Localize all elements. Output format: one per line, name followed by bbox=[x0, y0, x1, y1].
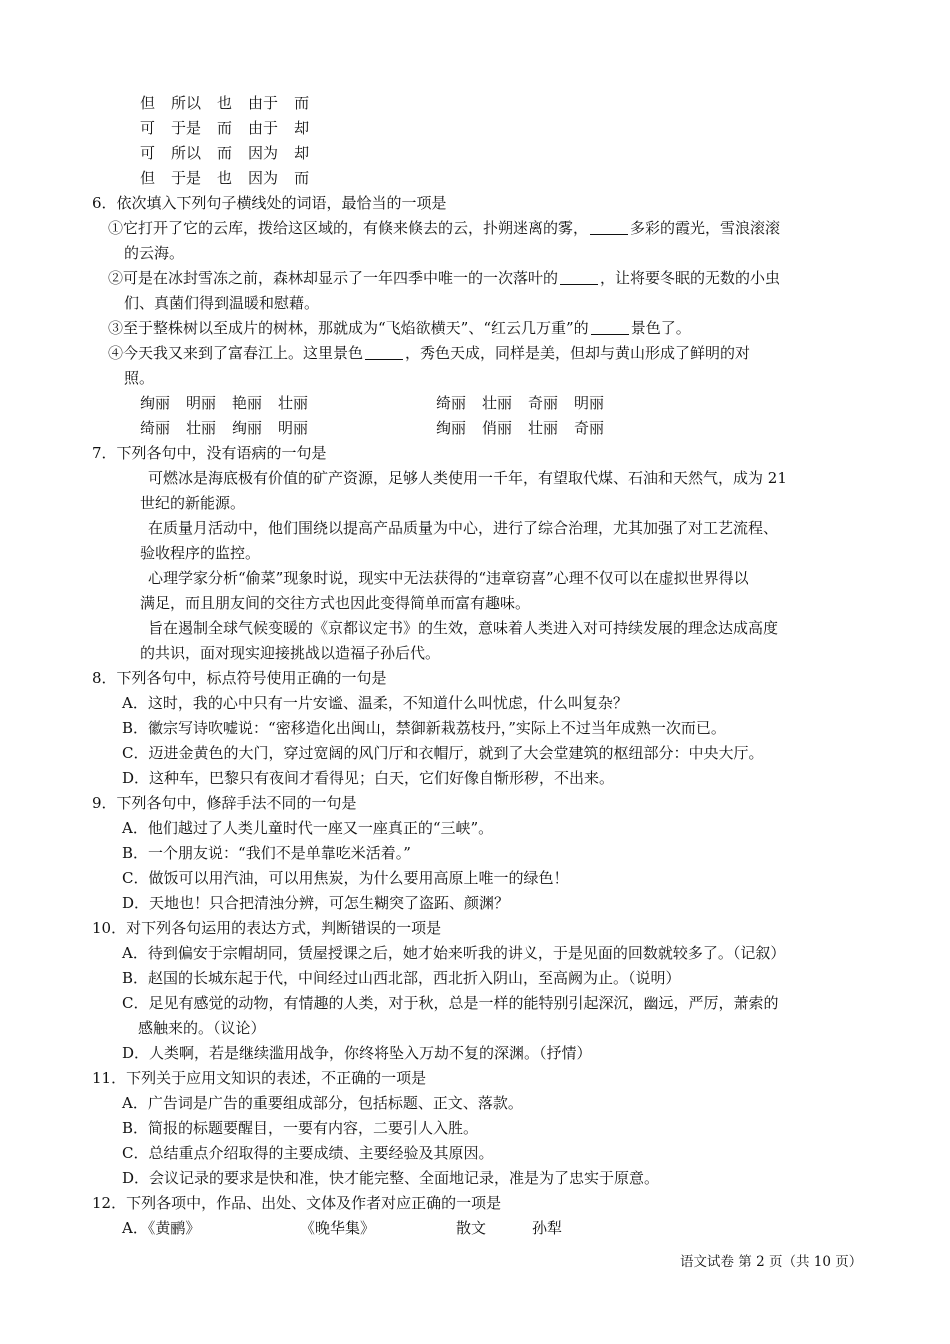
q6-option-A bbox=[140, 392, 308, 414]
q10-option-B: B．赵国的长城东起于代，中间经过山西北部，西北折入阴山，至高阙为止。（说明） bbox=[122, 969, 681, 987]
word: 可 bbox=[140, 144, 156, 162]
q7-option-A-cont: 世纪的新能源。 bbox=[140, 494, 246, 512]
text: ，让将要冬眠的无数的小虫 bbox=[600, 269, 781, 287]
q10-option-C: C．足见有感觉的动物，有情趣的人类，对于秋，总是一样的能特别引起深沉，幽远，严厉，萧索的 bbox=[122, 994, 779, 1012]
q9-option-C: C．做饭可以用汽油，可以用焦炭，为什么要用高原上唯一的绿色！ bbox=[122, 869, 569, 887]
word: 而 bbox=[217, 144, 233, 162]
q10-option-D: D．人类啊，若是继续滥用战争，你终将坠入万劫不复的深渊。（抒情） bbox=[122, 1044, 592, 1062]
q6-sentence-2-cont: 们、真菌们得到温暖和慰藉。 bbox=[124, 294, 320, 312]
page-footer: 语文试卷 第 2 页（共 10 页） bbox=[680, 1254, 863, 1270]
q6-option-B bbox=[436, 392, 604, 414]
word: 绚丽 bbox=[436, 419, 467, 437]
q5-option-row-4 bbox=[140, 167, 309, 189]
text: ①它打开了它的云库，拨给这区域的，有倏来倏去的云，扑朔迷离的雾， bbox=[108, 219, 589, 237]
text: 景色了。 bbox=[630, 319, 691, 337]
word: 所以 bbox=[171, 144, 202, 162]
q7-option-C: 心理学家分析“偷菜”现象时说，现实中无法获得的“违章窃喜”心理不仅可以在虚拟世界得以 bbox=[148, 569, 749, 587]
q8-option-B: B．徽宗写诗吹嘘说：“密移造化出闽山，禁御新栽荔枝丹，”实际上不过当年成熟一次而已。 bbox=[122, 719, 726, 737]
q8-stem: 8．下列各句中，标点符号使用正确的一句是 bbox=[92, 669, 387, 687]
q11-option-B: B．简报的标题要醒目，一要有内容，二要引人入胜。 bbox=[122, 1119, 479, 1137]
word: 艳丽 bbox=[232, 394, 263, 412]
q7-option-B: 在质量月活动中，他们围绕以提高产品质量为中心，进行了综合治理，尤其加强了对工艺流程、 bbox=[148, 519, 779, 537]
word: 因为 bbox=[248, 169, 279, 187]
q6-sentence-2 bbox=[108, 267, 780, 289]
q12-option-A-work: A．《黄鹂》 bbox=[122, 1219, 201, 1237]
q6-sentence-1-cont: 的云海。 bbox=[124, 244, 185, 262]
word: 但 bbox=[140, 94, 156, 112]
word: 壮丽 bbox=[482, 394, 513, 412]
word: 而 bbox=[294, 169, 310, 187]
word: 绮丽 bbox=[140, 419, 171, 437]
q8-option-D: D．这种车，巴黎只有夜间才看得见；白天，它们好像自惭形秽，不出来。 bbox=[122, 769, 615, 787]
q9-option-B: B．一个朋友说：“我们不是单靠吃米活着。” bbox=[122, 844, 411, 862]
word: 却 bbox=[294, 144, 310, 162]
word: 绚丽 bbox=[232, 419, 263, 437]
q7-stem: 7．下列各句中，没有语病的一句是 bbox=[92, 444, 327, 462]
word: 奇丽 bbox=[528, 394, 559, 412]
word: 也 bbox=[217, 94, 233, 112]
q12-stem: 12．下列各项中，作品、出处、文体及作者对应正确的一项是 bbox=[92, 1194, 502, 1212]
text: ④今天我又来到了富春江上。这里景色 bbox=[108, 344, 364, 362]
q11-option-C: C．总结重点介绍取得的主要成绩、主要经验及其原因。 bbox=[122, 1144, 494, 1162]
q7-option-D-cont: 的共识，面对现实迎接挑战以造福子孙后代。 bbox=[140, 644, 441, 662]
fill-blank bbox=[590, 220, 628, 235]
q6-sentence-4 bbox=[108, 342, 750, 364]
fill-blank bbox=[365, 345, 403, 360]
q5-option-row-1 bbox=[140, 92, 309, 114]
text: ②可是在冰封雪冻之前，森林却显示了一年四季中唯一的一次落叶的 bbox=[108, 269, 559, 287]
text: ，秀色天成，同样是美，但却与黄山形成了鲜明的对 bbox=[405, 344, 751, 362]
word: 于是 bbox=[171, 119, 202, 137]
q12-option-A-genre: 散文 bbox=[456, 1219, 487, 1237]
word: 但 bbox=[140, 169, 156, 187]
q10-option-A: A．待到偏安于宗帽胡同，赁屋授课之后，她才始来听我的讲义，于是见面的回数就较多了。（记叙） bbox=[122, 944, 786, 962]
word: 而 bbox=[217, 119, 233, 137]
q11-option-D: D．会议记录的要求是快和准，快才能完整、全面地记录，准是为了忠实于原意。 bbox=[122, 1169, 660, 1187]
word: 壮丽 bbox=[528, 419, 559, 437]
word: 也 bbox=[217, 169, 233, 187]
word: 由于 bbox=[248, 119, 279, 137]
q8-option-A: A．这时，我的心中只有一片安谧、温柔，不知道什么叫忧虑，什么叫复杂？ bbox=[122, 694, 628, 712]
q6-sentence-4-cont: 照。 bbox=[124, 369, 155, 387]
q6-sentence-1 bbox=[108, 217, 780, 239]
q6-sentence-3 bbox=[108, 317, 691, 339]
word: 可 bbox=[140, 119, 156, 137]
q9-option-A: A．他们越过了人类儿童时代一座又一座真正的“三峡”。 bbox=[122, 819, 494, 837]
q6-option-D bbox=[436, 417, 604, 439]
word: 绚丽 bbox=[140, 394, 171, 412]
word: 明丽 bbox=[278, 419, 309, 437]
text: 多彩的霞光，雪浪滚滚 bbox=[630, 219, 781, 237]
q6-stem: 6．依次填入下列句子横线处的词语，最恰当的一项是 bbox=[92, 194, 447, 212]
word: 所以 bbox=[171, 94, 202, 112]
q6-option-C bbox=[140, 417, 308, 439]
q7-option-A: 可燃冰是海底极有价值的矿产资源，足够人类使用一千年，有望取代煤、石油和天然气，成为 21 bbox=[148, 469, 787, 487]
q5-option-row-2 bbox=[140, 117, 309, 139]
word: 由于 bbox=[248, 94, 279, 112]
q9-option-D: D．天地也！只合把清浊分辨，可怎生糊突了盗跖、颜渊？ bbox=[122, 894, 510, 912]
q7-option-D: 旨在遏制全球气候变暖的《京都议定书》的生效，意味着人类进入对可持续发展的理念达成高度 bbox=[148, 619, 779, 637]
word: 因为 bbox=[248, 144, 279, 162]
word: 绮丽 bbox=[436, 394, 467, 412]
q10-stem: 10．对下列各句运用的表达方式，判断错误的一项是 bbox=[92, 919, 442, 937]
word: 却 bbox=[294, 119, 310, 137]
q5-option-row-3 bbox=[140, 142, 309, 164]
text: ③至于整株树以至成片的树林，那就成为“飞焰欲横天”、“红云几万重”的 bbox=[108, 319, 589, 337]
word: 明丽 bbox=[186, 394, 217, 412]
q12-option-A-source: 《晚华集》 bbox=[300, 1219, 376, 1237]
word: 俏丽 bbox=[482, 419, 513, 437]
q11-option-A: A．广告词是广告的重要组成部分，包括标题、正文、落款。 bbox=[122, 1094, 523, 1112]
fill-blank bbox=[591, 320, 629, 335]
word: 于是 bbox=[171, 169, 202, 187]
q11-stem: 11．下列关于应用文知识的表述，不正确的一项是 bbox=[92, 1069, 427, 1087]
word: 而 bbox=[294, 94, 310, 112]
q10-option-C-cont: 感触来的。（议论） bbox=[138, 1019, 266, 1037]
word: 奇丽 bbox=[574, 419, 605, 437]
q7-option-B-cont: 验收程序的监控。 bbox=[140, 544, 261, 562]
q8-option-C: C．迈进金黄色的大门，穿过宽阔的风门厅和衣帽厅，就到了大会堂建筑的枢纽部分：中央大厅。 bbox=[122, 744, 764, 762]
word: 壮丽 bbox=[278, 394, 309, 412]
q7-option-C-cont: 满足，而且朋友间的交往方式也因此变得简单而富有趣味。 bbox=[140, 594, 531, 612]
fill-blank bbox=[560, 270, 598, 285]
word: 壮丽 bbox=[186, 419, 217, 437]
word: 明丽 bbox=[574, 394, 605, 412]
q12-option-A-author: 孙犁 bbox=[532, 1219, 563, 1237]
q9-stem: 9．下列各句中，修辞手法不同的一句是 bbox=[92, 794, 357, 812]
